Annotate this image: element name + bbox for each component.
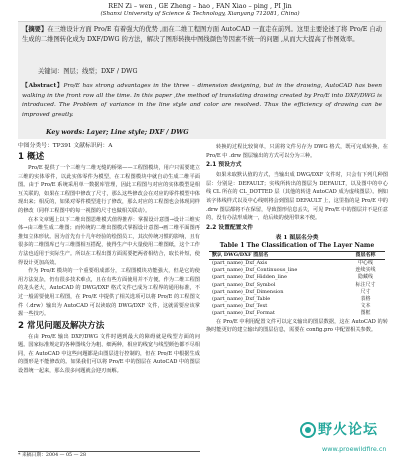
table-cell: 标注尺寸 [355,281,376,288]
author-line: REN Zi – wen , GE Zheng – hao , FAN Xiao – ping , PI Jin [108,2,292,10]
subsection1-title: 2.1 预设方式 [206,162,242,169]
receipt-date: * 来稿日期：2004 — 05 — 28 [18,451,200,459]
table-cell: (part_name)_Dxf_Continuous_line [212,267,298,274]
keywords-en-text: Layer; Line style; DXF / DWG [86,129,189,136]
keywords-cn-label: 关键词： [38,68,64,75]
watermark-text: 野火论坛 [318,422,378,438]
table-header-cell: 图层名称 [346,251,385,259]
abstract-cn [22,25,382,46]
affiliation-line: (Shanxi University of Science & Technology, Xianyang 712081, China) [100,11,300,17]
table-cell: (part_name)_Dxf_Text [212,303,268,310]
abstract-en-text: Pro/E has strong advantages in the three – dimension designing, but in the drawing, AutoCAD has been walking in the front row all the time. In this paper ,the method of translating drawing created by Pro/E into DXF/DWG is introduced. The Problem of variance in the line style and color are resolved. Thus the efficiency of drawing can be improved greatly. [22,83,382,119]
keywords-cn [38,68,138,76]
table-row [209,259,385,267]
table-cell: (part_name)_Dxf_Table [212,295,271,302]
table-cell: (part_name)_Dxf_Dimension [212,288,284,295]
watermark-logo-icon [300,422,316,438]
right-column [206,143,388,443]
table-row [209,274,385,281]
section1-para3: 作为 Pro/E 模块的一个重要组成部分，工程图模块功能强大，但是它的使用方法复杂，仍有很多技术难点，且在有些方面使用并不方便。作为二维工程图的龙头老大，AutoCAD 的 DWG/DXF 格式文件已成为工程界的通用标准，不过一般需要使用工程图，在 Pro/E 中提供了相关选项可以将 Pro/E 的工程图文件（.drw）输出为 AutoCAD 可以读取的 DWG/DXF 文件，这就需要应该掌握一些技巧。 [18,268,200,318]
section1-para2: 在本文章题上以下二维出图思维模式值得推荐：掌握设计意图→设计三维实体→由三维生成二维图；而传统的二维出图模式掌握设计意图→画二维平面图再推知立体形状。因为首先有十几年经验的绘图员工，其次传统习惯的影响，且有很多的二维图库已与三维图相互搭配，使得生产中大量使用二维图纸，这个工作方法也适用于实际生产。所以在工程出图方面需要把两者相结合，取长补短，使得设计更加高效。 [18,216,200,266]
watermark-url: www.proewildfire.cn [322,445,387,453]
subsection1-para: 如果未取默认值的方式，当输出成 DWG/DXF 文件时，只会有下列几种图层：分别是：DEFAULT；实线所转出的图层为 DEFAULT，以及图中的中心线 CL 所在的 CL_DOTTED 层（其他的转进 AutoCAD 成为虚线图层）。例如该字体线样式以及中心线则将会到图层 DEFAULT 上，这里指的是 Pro/E 中的 .drw 图层都将不在保留，导致图形信息丢失，可见 Pro/E 中的图层并不是任意的，没有办法形成统一，给后续的使用带来不便。 [206,172,388,222]
table-row [209,310,385,317]
table-cell: 尺寸 [360,288,371,295]
table-cell: 文本 [360,303,371,310]
keywords-cn-text: 图层；线型；DXF / DWG [63,68,138,75]
section2-title: 2 常见问题及解决方法 [18,320,105,331]
table-cell: (part_name)_Dxf_Symbol [212,281,276,288]
abstract-en-label: 【Abstract】 [22,83,64,89]
table-cell: (part_name)_Dxf_Axis [212,259,268,266]
subsection2-para: 在 Pro/E 中利用配置文件可以定义输出的图层数据，这在 AutoCAD 的转换时能更好的建立输出的图层信息，需要在 config.pro 中配置相关参数。 [206,318,388,334]
table-caption-en: Table 1 The Classification of The Layer Name [219,241,375,249]
table-cell: 中心线 [357,259,373,266]
table-row [209,282,385,289]
abstract-cn-text: 在三维设计方面 Pro/E 有着强大的优势 ,而在二维工程图方面 AutoCAD 一直走在前列。这里主要论述了将 Pro/E 自动生成的二维图转化成为 DXF/DWG 的方法，解决了图形转换中图线颜色等因素不统一的问题 ,从而大大提高了作图效率。 [22,26,382,44]
table-header-row [209,251,385,259]
section1-title: 1 概述 [18,152,45,162]
keywords-en [46,129,189,137]
table-row [209,289,385,296]
layer-table [209,251,385,318]
table-cell: 图框 [360,310,371,317]
keywords-en-label: Key words: [46,129,85,136]
table-caption-cn: 表 1 图层名分类 [275,234,319,241]
section2-para1: 在由 Pro/E 输出 DXF/DWG 文件时遇到最大的障碍就是线型方面的问题。国家标准规定的各种图线分为粗、细两种，相应的线宽与线型颜色都不尽相同，在 AutoCAD 中这些问题都是由图层进行控制的，但在 Pro/E 中根据生成的图形是不能修改的。如果我们可以将 Pro/E 中的图层在 AutoCAD 中的图层设置统一起来，那么很多问题就会迎刃而解。 [18,333,200,375]
classification-line: 中图分类号：TP391 文献标识码：A [18,143,113,149]
table-cell: 表格 [360,295,371,302]
table-cell: (part_name)_Dxf_Format [212,310,275,317]
table-cell: 连续实线 [355,267,376,274]
table-header-cell: 默认 DWG/DXF 图层名 [209,251,346,259]
subsection2-title: 2.2 设置配置文件 [206,224,254,231]
table-cell: (part_name)_Dxf_Hidden_line [212,274,287,281]
abstract-en [22,82,382,121]
section2-cont-para1: 转换的过程比较简单，只需将文件另存为 DWG 格式，既可完成转换，在 Pro/E 中 .drw 图层输出的方式可以分为三种。 [206,144,388,159]
table-cell: 隐藏线 [357,274,373,281]
abstract-cn-label: 【摘要】 [22,26,48,33]
left-column [18,150,200,450]
section1-para1: Pro/E 提供了一个三维与二维无缝的桥梁——工程图模块，用户只需要建立三维的实体零件，以此实体零件为模型，在工程图模块中就自动生成二维平面图。由于 Pro/E 系统采用单一数据库管理，因此工程图与对应的实体模型是相互关联的，如果在工程图中修改了尺寸，那么这些修改会在对应的零件模型中体现出来；相反的，如果对零件模型进行了修改，那么对应的工程图也会体现同样的修改（同样工程图中的每一视图的尺寸也做相关联动）。 [18,165,200,214]
